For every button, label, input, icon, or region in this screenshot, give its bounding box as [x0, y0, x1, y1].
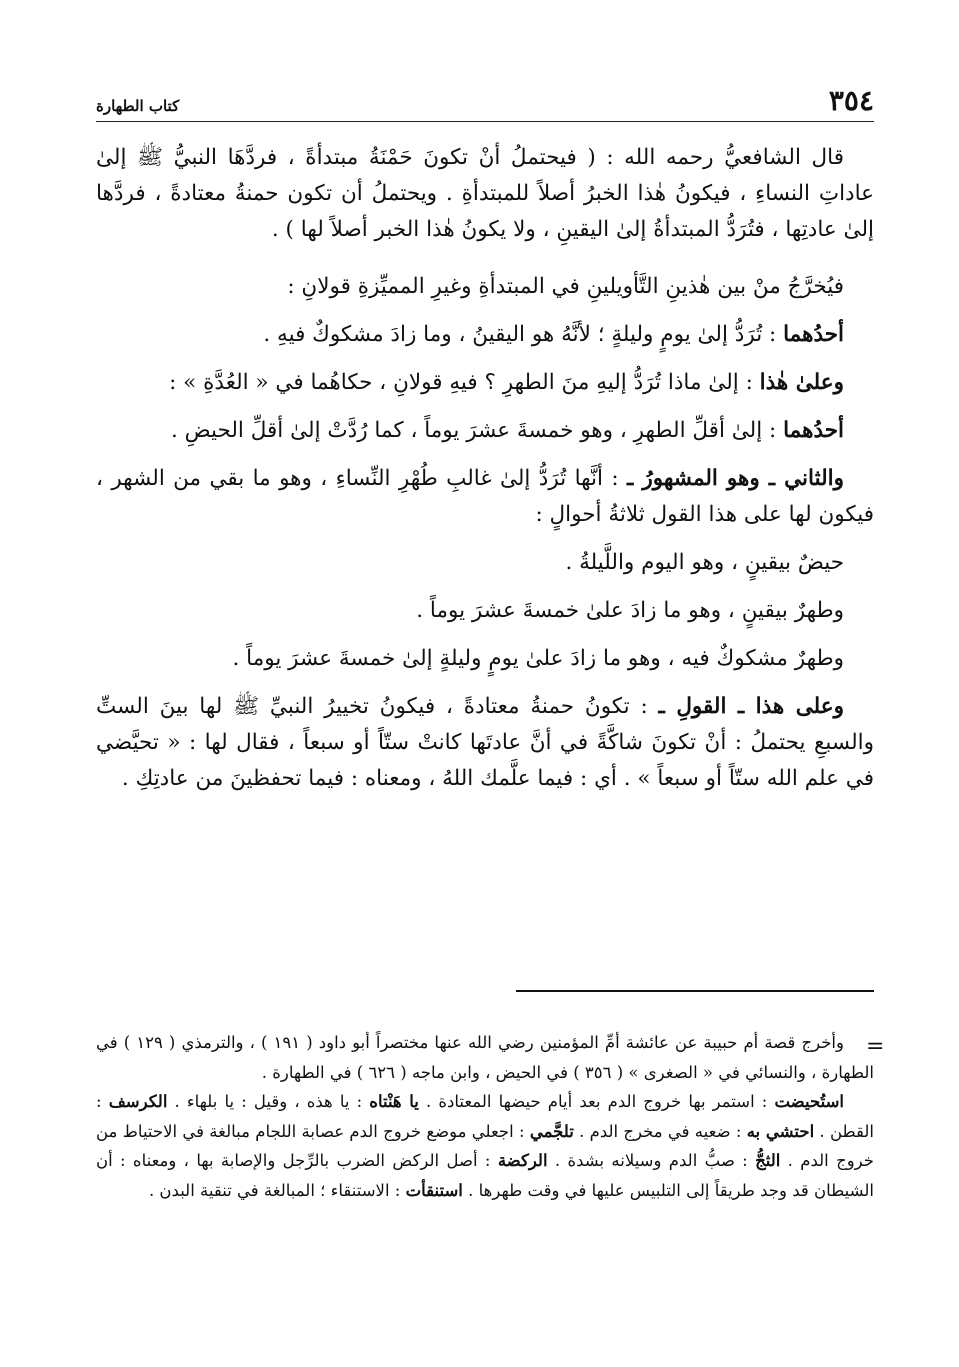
glossary-term: تلجَّمي	[529, 1121, 574, 1141]
paragraph-lead: وعلى هذا ـ القولِ ـ	[658, 694, 844, 719]
glossary-term: يا هَنْتاه	[369, 1092, 419, 1111]
paragraph-certain-purity: وطهرٌ بيقينٍ ، وهو ما زادَ علىٰ خمسةَ عشرَ يوماً .	[416, 598, 844, 623]
paragraph-hamna-habitual	[96, 689, 874, 797]
paragraph-first-of-two	[96, 413, 874, 449]
footnote-citation: وأخرج قصة أم حبيبة عن عائشة أمِّ المؤمنين رضي الله عنها مختصراً أبو داود ( ١٩١ ) ، والترمذي ( ١٢٩ ) في الطهارة ، والنسائي في « الصغرى » ( ٣٥٦ ) في الحيض ، وابن ماجه ( ٦٢٦ ) في الطهارة .	[96, 1033, 874, 1082]
paragraph-second-opinion	[96, 461, 874, 533]
footnote-glossary	[96, 1087, 874, 1205]
footnotes	[96, 1028, 874, 1205]
glossary-definition: : الاستنقاء ؛ المبالغة في تنقية البدن .	[148, 1180, 406, 1200]
paragraph-lead: وعلىٰ هٰذا	[759, 370, 844, 395]
paragraph-text: : تكونُ حمنةُ معتادةً ، فيكونُ تخييرُ النبيِّ ﷺ لها بينَ الستِّ والسبعِ يحتملُ : أنْ تكونَ شاكَّةً في أنَّ عادتَها كانتْ ستّاً أو سبعاً ، فقال لها : « تحيَّضي في علم الله ستّاً أو سبعاً » . أي : فيما علَّمك اللهُ ، ومعناه : فيما تحفظينَ من عادتِكِ .	[96, 694, 874, 791]
glossary-term: استنقأت	[405, 1180, 463, 1200]
glossary-term: الكرسف	[108, 1092, 168, 1111]
paragraph-text: : إلىٰ أقلِّ الطهرِ ، وهو خمسةَ عشرَ يوماً ، كما رُدَّتْ إلىٰ أقلِّ الحيضِ .	[171, 418, 784, 443]
paragraph-certain-menses: حيضٌ بيقينٍ ، وهو اليوم واللَّيلةُ .	[565, 550, 844, 575]
main-text	[96, 140, 874, 818]
glossary-definition: : صبُّ الدم وسيلانه بشدة .	[547, 1151, 756, 1170]
paragraph-two-opinions: فيُخرَّجُ منْ بين هٰذينِ التَّأويلينِ في المبتدأةِ وغيرِ المميِّزةِ قولانِ :	[287, 274, 844, 299]
paragraph-lead: أحدُهما	[783, 322, 844, 347]
paragraph-on-this	[96, 365, 874, 401]
paragraph-first-opinion	[96, 317, 874, 353]
paragraph-doubtful-purity: وطهرٌ مشكوكٌ فيه ، وهو ما زادَ علىٰ يومٍ وليلةٍ إلىٰ خمسةَ عشرَ يوماً .	[232, 646, 844, 671]
page-header	[96, 78, 874, 122]
paragraph-text: : تُرَدُّ إلىٰ يومٍ وليلةٍ ؛ لأنَّهُ هو اليقينُ ، وما زادَ مشكوكٌ فيهِ .	[263, 322, 784, 347]
running-title: كتاب الطهارة	[96, 97, 180, 115]
glossary-definition: : ضعيه في مخرج الدم .	[573, 1121, 747, 1141]
paragraph-lead: والثاني ـ وهو المشهورُ ـ	[627, 466, 844, 491]
paragraph-text: : أنَّها تُرَدُّ إلىٰ غالبِ طُهْرِ النِّساءِ ، وهو ما بقي من الشهر ، فيكون لها على هذا القول ثلاثةُ أحوالٍ :	[96, 466, 874, 527]
glossary-term: الثجُّ	[755, 1151, 781, 1170]
glossary-term: استُحيضت	[774, 1092, 845, 1111]
paragraph-text: : إلىٰ ماذا تُرَدُّ إليهِ منَ الطهرِ ؟ فيهِ قولانِ ، حكاهُما في « العُدَّةِ » :	[169, 370, 760, 395]
page-number: ٣٥٤	[828, 84, 874, 117]
glossary-term: الركضة	[497, 1151, 548, 1170]
footnote-continuation-mark: =	[866, 1034, 885, 1059]
paragraph-shafii-quote: قال الشافعيُّ رحمه الله : ( فيحتملُ أنْ تكونَ حَمْنَةُ مبتدأةً ، فردَّهَا النبيُّ ﷺ إلىٰ عاداتِ النساءِ ، فيكونُ هٰذا الخبرُ أصلاً للمبتدأةِ . ويحتملُ أن تكون حمنةُ معتادةً ، فردَّها إلىٰ عادتِها ، فتُرَدُّ المبتدأةُ إلىٰ اليقينِ ، ولا يكونُ هٰذا الخبر أصلاً لها ) .	[96, 145, 874, 242]
glossary-definition: : اجعلي موضع خروج الدم عصابة اللجام مبالغة في الاحتياط من خروج الدم .	[96, 1121, 874, 1170]
glossary-definition: : القطن .	[96, 1092, 874, 1141]
glossary-definition: : يا هذه ، وقيل : يا بلهاء .	[167, 1092, 370, 1111]
glossary-definition: : أصل الركض الضرب بالرِّجل والإصابة بها ، ومعناه : أن الشيطان قد وجد طريقاً إلى التلبيس عليها في وقت طهرها .	[96, 1151, 874, 1200]
footnote-separator	[516, 990, 874, 992]
glossary-definition: : استمر بها خروج الدم بعد أيام حيضها المعتادة .	[418, 1092, 775, 1111]
paragraph-lead: أحدُهما	[783, 418, 844, 443]
glossary-term: احتشي به	[746, 1121, 815, 1141]
